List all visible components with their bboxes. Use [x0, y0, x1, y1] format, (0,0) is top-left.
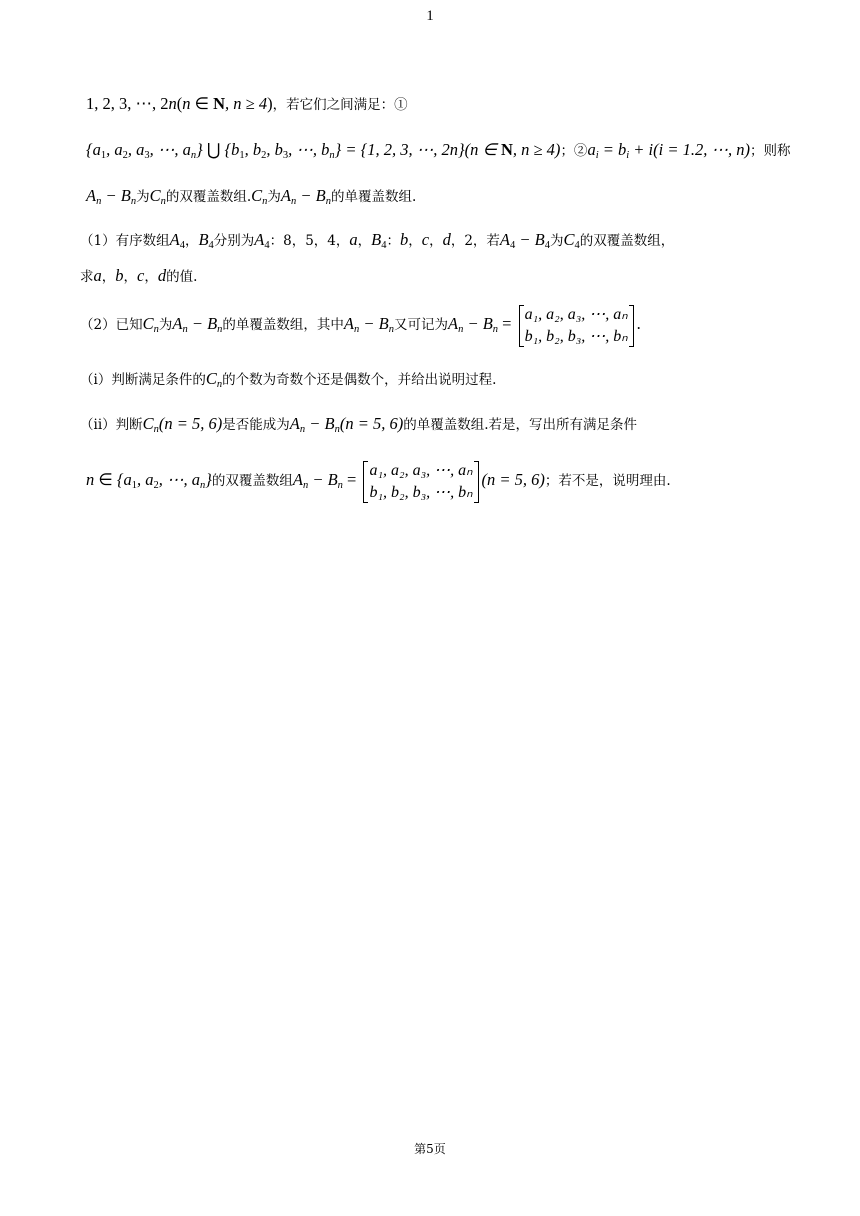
problem-line-4: [80, 230, 674, 251]
var-B: B: [198, 230, 209, 249]
var-b: b: [400, 230, 409, 249]
subscript: i: [626, 150, 630, 161]
var-A: A: [343, 314, 355, 333]
minus-B: − B: [308, 470, 338, 489]
condition-rest: , n ≥ 4): [512, 140, 561, 159]
subscript: 3: [144, 150, 150, 161]
page-footer: 第5页: [414, 1142, 446, 1156]
var-A: A: [172, 314, 183, 333]
var-B: B: [371, 230, 382, 249]
equals: =: [342, 470, 361, 489]
text: 的双覆盖数组: [211, 473, 293, 489]
set-a-close: }: [196, 140, 203, 159]
equals-b: = b: [598, 140, 627, 159]
text: 的单覆盖数组.若是，写出所有满足条件: [403, 417, 638, 433]
paren-open: (: [176, 94, 183, 113]
condition: (n = 5, 6): [481, 470, 545, 489]
subscript: n: [302, 480, 309, 491]
text: ，: [184, 233, 199, 249]
element-of: ∈: [94, 470, 117, 489]
var-A: A: [292, 470, 303, 489]
problem-line-3: [86, 186, 416, 207]
minus-B: − B: [305, 414, 335, 433]
subscript: n: [458, 324, 464, 335]
text: ，2，若: [450, 233, 500, 249]
subscript: n: [217, 324, 223, 335]
condition-open: (n ∈: [464, 140, 501, 159]
element-of: ∈: [190, 94, 214, 113]
var-A: A: [447, 314, 459, 333]
var-A: A: [86, 186, 97, 205]
var-A: A: [280, 186, 291, 205]
condition: (n = 5, 6): [158, 414, 223, 433]
text: 为: [158, 317, 173, 333]
minus-B: − B: [359, 314, 389, 333]
set-b-close: }: [334, 140, 342, 159]
subscript: n: [160, 196, 166, 207]
var-A: A: [254, 230, 265, 249]
problem-line-7: [80, 369, 496, 390]
set-b-item: , b: [266, 140, 283, 159]
problem-line-5: [80, 266, 197, 287]
var-d: d: [157, 266, 167, 285]
page-number: 1: [426, 8, 434, 24]
naturals-symbol: N: [500, 140, 513, 159]
naturals-symbol: N: [213, 94, 226, 113]
matrix-row-b: b₁, b₂, b₃, ⋯, bₙ: [524, 327, 628, 345]
var-C: C: [205, 369, 217, 388]
set-b-open: {b: [224, 140, 240, 159]
sequence-expression: 1, 2, 3, ⋯, 2: [86, 94, 169, 113]
subscript: 4: [510, 240, 516, 251]
text: （2）已知: [80, 317, 143, 333]
text: ，: [357, 233, 372, 249]
condition-text: ，若它们之间满足：①: [272, 97, 408, 113]
condition: (n = 5, 6): [339, 414, 404, 433]
var-A: A: [499, 230, 511, 249]
text: 又可记为: [393, 317, 448, 333]
text: 的单覆盖数组，其中: [222, 317, 344, 333]
text: ，: [101, 269, 116, 285]
matrix-row-a: a₁, a₂, a₃, ⋯, aₙ: [524, 305, 628, 323]
text: ，: [144, 269, 158, 285]
subscript: n: [334, 424, 340, 435]
then-text: ；则称: [749, 143, 791, 159]
subscript: n: [216, 379, 223, 390]
subscript: 4: [574, 240, 580, 251]
var-C: C: [149, 186, 161, 205]
index-range: (i = 1.2, ⋯, n): [653, 140, 750, 159]
var-a: a: [587, 140, 596, 159]
var-c: c: [421, 230, 430, 249]
text: ，: [429, 233, 443, 249]
var-n: n: [182, 94, 191, 113]
subscript: 4: [179, 240, 185, 251]
set-b-item: , b: [244, 140, 262, 159]
var-A: A: [169, 230, 180, 249]
subscript: n: [299, 424, 306, 435]
subscript: n: [325, 196, 331, 207]
subscript: 1: [131, 480, 137, 491]
minus-B: − B: [463, 314, 493, 333]
paren-close: ): [267, 94, 273, 113]
matrix: [518, 304, 635, 348]
subscript: 1: [100, 150, 107, 161]
subscript: n: [388, 324, 394, 335]
text: （1）有序数组: [80, 233, 170, 249]
set-equality: = {1, 2, 3, ⋯, 2n}: [341, 140, 465, 159]
minus-B: − B: [515, 230, 545, 249]
text: 的双覆盖数组，: [579, 233, 675, 249]
subscript: n: [492, 324, 499, 335]
text: ，: [123, 269, 137, 285]
set-a-item: , a: [127, 140, 145, 159]
subscript: n: [337, 480, 343, 491]
problem-line-9: [86, 454, 671, 507]
text: 为: [549, 233, 564, 249]
text: 为: [267, 189, 281, 205]
text: 的个数为奇数个还是偶数个，并给出说明过程.: [222, 372, 497, 388]
subscript: n: [262, 196, 268, 207]
subscript: n: [290, 196, 297, 207]
subscript: n: [130, 196, 137, 207]
bracket-right: [474, 461, 479, 503]
subscript: 1: [239, 150, 245, 161]
subscript: n: [190, 150, 197, 161]
matrix-row-b: b₁, b₂, b₃, ⋯, bₙ: [369, 483, 473, 501]
set-a-item: , ⋯, a: [149, 140, 191, 159]
set-open: {a: [116, 470, 132, 489]
plus-i: + i: [629, 140, 654, 159]
minus-B: − B: [101, 186, 131, 205]
set-b-item: , ⋯, b: [288, 140, 330, 159]
text: ，: [408, 233, 422, 249]
set-a-open: {a: [86, 140, 101, 159]
bracket-right: [629, 305, 634, 347]
subscript: 2: [122, 150, 128, 161]
set-item: , ⋯, a: [158, 470, 200, 489]
subscript: 4: [264, 240, 270, 251]
text: 分别为: [213, 233, 255, 249]
text: ：: [386, 233, 400, 249]
var-n: n: [168, 94, 177, 113]
problem-line-1: [86, 94, 408, 115]
var-d: d: [442, 230, 451, 249]
var-C: C: [142, 314, 154, 333]
set-item: , a: [136, 470, 154, 489]
union-symbol: ⋃: [202, 140, 225, 159]
text: 的值.: [166, 269, 198, 285]
subscript: 4: [544, 240, 550, 251]
subscript: n: [153, 424, 159, 435]
subscript: i: [595, 150, 599, 161]
var-a: a: [93, 266, 102, 285]
bracket-left: [519, 305, 524, 347]
problem-line-2: [86, 140, 790, 161]
text: 为: [136, 189, 150, 205]
var-C: C: [142, 414, 154, 433]
text: 是否能成为: [222, 417, 290, 433]
var-c: c: [137, 266, 145, 285]
condition-two-label: ；②: [560, 143, 588, 159]
var-C: C: [563, 230, 575, 249]
set-a-item: , a: [106, 140, 123, 159]
subscript: n: [329, 150, 335, 161]
text: 的单覆盖数组.: [330, 189, 417, 205]
condition-rest: , n ≥ 4: [225, 94, 268, 113]
subscript: 4: [381, 240, 387, 251]
minus-B: − B: [187, 314, 218, 333]
text: 的双覆盖数组.: [165, 189, 252, 205]
subscript: n: [96, 196, 102, 207]
subscript: n: [182, 324, 188, 335]
text: 求: [80, 269, 94, 285]
text: ；若不是，说明理由.: [544, 473, 671, 489]
var-C: C: [251, 186, 263, 205]
set-close: }: [205, 470, 212, 489]
var-b: b: [115, 266, 124, 285]
var-A: A: [289, 414, 300, 433]
subscript: 3: [282, 150, 289, 161]
matrix-row-a: a₁, a₂, a₃, ⋯, aₙ: [369, 461, 473, 479]
subscript: 4: [208, 240, 214, 251]
bracket-left: [363, 461, 368, 503]
minus-B: − B: [296, 186, 326, 205]
text: （i）判断满足条件的: [80, 372, 206, 388]
equals: =: [498, 314, 516, 333]
problem-line-6: [80, 298, 641, 351]
subscript: n: [199, 480, 206, 491]
text: ：8，5，4，: [269, 233, 350, 249]
subscript: 2: [153, 480, 159, 491]
subscript: 2: [261, 150, 267, 161]
matrix: [362, 460, 479, 504]
var-a: a: [349, 230, 358, 249]
problem-line-8: [80, 414, 637, 435]
subscript: n: [354, 324, 360, 335]
var-n: n: [86, 470, 95, 489]
period: .: [636, 314, 641, 333]
text: （ii）判断: [80, 417, 143, 433]
subscript: n: [153, 324, 159, 335]
